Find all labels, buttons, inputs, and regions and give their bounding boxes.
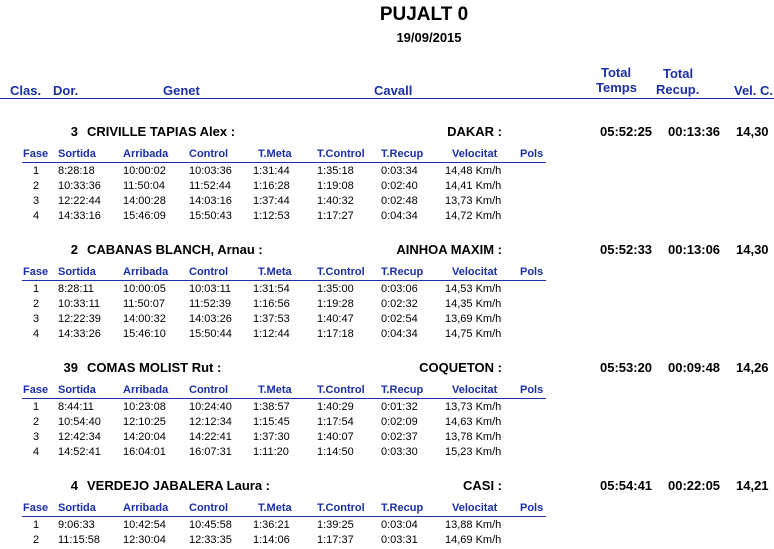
phase-cell: 0:02:40 xyxy=(381,180,418,192)
dorsal-number: 39 xyxy=(63,360,78,375)
phase-cell: 1:19:28 xyxy=(317,298,354,310)
phase-cell: 1:17:54 xyxy=(317,416,354,428)
subheader-control: Control xyxy=(189,502,229,514)
subheader-control: Control xyxy=(189,148,229,160)
phase-cell: 0:03:34 xyxy=(381,165,418,177)
col-total-temps-1: Total xyxy=(601,65,632,80)
phase-cell: 13,73 Km/h xyxy=(445,195,502,207)
phase-cell: 14:52:41 xyxy=(58,446,101,458)
phase-cell: 14,48 Km/h xyxy=(445,165,502,177)
phase-cell: 16:04:01 xyxy=(123,446,166,458)
phase-cell: 11:50:04 xyxy=(123,180,166,192)
phase-cell: 1:11:20 xyxy=(253,446,289,458)
subheader-fase: Fase xyxy=(23,384,49,396)
phase-number: 2 xyxy=(33,180,40,192)
col-vel: Vel. C. xyxy=(734,83,774,98)
phase-cell: 10:00:05 xyxy=(123,283,166,295)
subheader-t-meta: T.Meta xyxy=(258,502,292,514)
phase-cell: 12:22:39 xyxy=(58,313,101,325)
phase-cell: 1:12:44 xyxy=(253,328,290,340)
phase-number: 1 xyxy=(33,165,40,177)
phase-cell: 1:40:07 xyxy=(317,431,354,443)
col-dor: Dor. xyxy=(53,83,79,98)
phase-cell: 1:39:25 xyxy=(317,519,354,531)
phase-cell: 0:03:31 xyxy=(381,534,418,546)
col-total-recup-2: Recup. xyxy=(656,82,700,97)
subheader-t-control: T.Control xyxy=(317,502,365,514)
subheader-control: Control xyxy=(189,266,229,278)
subheader-divider xyxy=(22,162,546,163)
total-recup: 00:13:06 xyxy=(668,242,721,257)
average-speed: 14,30 xyxy=(736,124,769,139)
phase-cell: 14:03:16 xyxy=(189,195,232,207)
phase-cell: 14,75 Km/h xyxy=(445,328,502,340)
total-time: 05:52:33 xyxy=(600,242,653,257)
phase-cell: 10:24:40 xyxy=(189,401,232,413)
average-speed: 14,26 xyxy=(736,360,769,375)
phase-cell: 14:33:16 xyxy=(58,210,101,222)
phase-cell: 1:17:18 xyxy=(317,328,354,340)
phase-cell: 14,41 Km/h xyxy=(445,180,502,192)
report-title: PUJALT 0 xyxy=(379,4,469,25)
phase-cell: 15:46:10 xyxy=(123,328,166,340)
phase-cell: 1:37:53 xyxy=(253,313,290,325)
rider-name: COMAS MOLIST Rut : xyxy=(87,360,222,375)
phase-cell: 0:02:32 xyxy=(381,298,418,310)
rider-name: VERDEJO JABALERA Laura : xyxy=(87,478,270,493)
phase-cell: 14:00:32 xyxy=(123,313,166,325)
phase-cell: 11:52:44 xyxy=(189,180,232,192)
subheader-divider xyxy=(22,398,546,399)
horse-name: COQUETON : xyxy=(419,360,502,375)
phase-cell: 10:03:11 xyxy=(189,283,232,295)
phase-cell: 12:22:44 xyxy=(58,195,101,207)
subheader-arribada: Arribada xyxy=(123,266,169,278)
subheader-arribada: Arribada xyxy=(123,502,169,514)
phase-cell: 15,23 Km/h xyxy=(445,446,502,458)
phase-cell: 1:16:28 xyxy=(253,180,290,192)
subheader-pols: Pols xyxy=(520,502,544,514)
phase-cell: 0:04:34 xyxy=(381,210,418,222)
col-cavall: Cavall xyxy=(374,83,413,98)
subheader-divider xyxy=(22,516,546,517)
phase-number: 4 xyxy=(33,210,40,222)
total-time: 05:52:25 xyxy=(600,124,653,139)
phase-cell: 10:23:08 xyxy=(123,401,166,413)
subheader-velocitat: Velocitat xyxy=(452,266,498,278)
average-speed: 14,30 xyxy=(736,242,769,257)
phase-cell: 10:54:40 xyxy=(58,416,101,428)
phase-cell: 1:16:56 xyxy=(253,298,290,310)
subheader-sortida: Sortida xyxy=(58,384,96,396)
dorsal-number: 4 xyxy=(70,478,78,493)
phase-cell: 14,63 Km/h xyxy=(445,416,502,428)
phase-cell: 1:19:08 xyxy=(317,180,354,192)
subheader-velocitat: Velocitat xyxy=(452,384,498,396)
col-total-recup-1: Total xyxy=(663,66,694,81)
phase-cell: 1:40:47 xyxy=(317,313,354,325)
col-clas: Clas. xyxy=(10,83,42,98)
phase-number: 3 xyxy=(33,431,40,443)
subheader-t-recup: T.Recup xyxy=(381,502,424,514)
subheader-sortida: Sortida xyxy=(58,502,96,514)
phase-cell: 1:17:27 xyxy=(317,210,354,222)
phase-cell: 10:33:36 xyxy=(58,180,101,192)
phase-cell: 1:14:50 xyxy=(317,446,354,458)
phase-cell: 1:40:29 xyxy=(317,401,354,413)
phase-cell: 16:07:31 xyxy=(189,446,232,458)
phase-cell: 1:31:44 xyxy=(253,165,290,177)
phase-number: 3 xyxy=(33,195,40,207)
subheader-velocitat: Velocitat xyxy=(452,148,498,160)
subheader-t-recup: T.Recup xyxy=(381,148,424,160)
phase-number: 1 xyxy=(33,519,40,531)
phase-cell: 12:42:34 xyxy=(58,431,101,443)
phase-cell: 13,88 Km/h xyxy=(445,519,502,531)
phase-number: 4 xyxy=(33,328,40,340)
phase-number: 1 xyxy=(33,401,40,413)
subheader-divider xyxy=(22,280,546,281)
subheader-t-meta: T.Meta xyxy=(258,148,292,160)
phase-cell: 1:35:18 xyxy=(317,165,354,177)
phase-cell: 10:45:58 xyxy=(189,519,232,531)
subheader-sortida: Sortida xyxy=(58,266,96,278)
phase-cell: 13,69 Km/h xyxy=(445,313,502,325)
total-recup: 00:13:36 xyxy=(668,124,721,139)
phase-cell: 0:03:04 xyxy=(381,519,418,531)
phase-cell: 14:00:28 xyxy=(123,195,166,207)
phase-cell: 1:40:32 xyxy=(317,195,354,207)
phase-cell: 0:02:48 xyxy=(381,195,418,207)
subheader-t-meta: T.Meta xyxy=(258,384,292,396)
subheader-t-recup: T.Recup xyxy=(381,384,424,396)
subheader-pols: Pols xyxy=(520,266,544,278)
phase-cell: 14:03:26 xyxy=(189,313,232,325)
phase-cell: 10:03:36 xyxy=(189,165,232,177)
phase-cell: 15:50:44 xyxy=(189,328,232,340)
subheader-t-control: T.Control xyxy=(317,148,365,160)
total-recup: 00:22:05 xyxy=(668,478,721,493)
phase-cell: 11:52:39 xyxy=(189,298,232,310)
subheader-pols: Pols xyxy=(520,148,544,160)
phase-cell: 1:36:21 xyxy=(253,519,290,531)
phase-cell: 11:15:58 xyxy=(58,534,101,546)
phase-cell: 10:33:11 xyxy=(58,298,101,310)
subheader-t-meta: T.Meta xyxy=(258,266,292,278)
subheader-t-recup: T.Recup xyxy=(381,266,424,278)
horse-name: AINHOA MAXIM : xyxy=(396,242,502,257)
horse-name: DAKAR : xyxy=(447,124,502,139)
phase-number: 1 xyxy=(33,283,40,295)
phase-cell: 0:04:34 xyxy=(381,328,418,340)
phase-cell: 0:03:30 xyxy=(381,446,418,458)
phase-cell: 14:33:26 xyxy=(58,328,101,340)
phase-cell: 1:15:45 xyxy=(253,416,290,428)
average-speed: 14,21 xyxy=(736,478,769,493)
phase-cell: 13,73 Km/h xyxy=(445,401,502,413)
phase-cell: 9:06:33 xyxy=(58,519,95,531)
phase-cell: 1:35:00 xyxy=(317,283,354,295)
dorsal-number: 2 xyxy=(70,242,78,257)
phase-cell: 12:33:35 xyxy=(189,534,232,546)
phase-cell: 14,72 Km/h xyxy=(445,210,502,222)
phase-cell: 12:12:34 xyxy=(189,416,232,428)
phase-cell: 14,53 Km/h xyxy=(445,283,502,295)
phase-number: 4 xyxy=(33,446,40,458)
subheader-control: Control xyxy=(189,384,229,396)
col-genet: Genet xyxy=(163,83,200,98)
subheader-fase: Fase xyxy=(23,266,49,278)
dorsal-number: 3 xyxy=(70,124,78,139)
subheader-arribada: Arribada xyxy=(123,148,169,160)
subheader-velocitat: Velocitat xyxy=(452,502,498,514)
subheader-t-control: T.Control xyxy=(317,384,365,396)
phase-cell: 15:50:43 xyxy=(189,210,232,222)
phase-cell: 12:30:04 xyxy=(123,534,166,546)
phase-cell: 0:02:54 xyxy=(381,313,418,325)
phase-cell: 0:02:37 xyxy=(381,431,418,443)
header-divider xyxy=(0,98,774,99)
phase-cell: 0:03:06 xyxy=(381,283,418,295)
subheader-fase: Fase xyxy=(23,148,49,160)
rider-name: CRIVILLE TAPIAS Alex : xyxy=(87,124,236,139)
phase-cell: 8:28:18 xyxy=(58,165,95,177)
phase-cell: 1:37:44 xyxy=(253,195,290,207)
total-time: 05:54:41 xyxy=(600,478,653,493)
phase-cell: 15:46:09 xyxy=(123,210,166,222)
phase-cell: 1:14:06 xyxy=(253,534,290,546)
phase-number: 2 xyxy=(33,534,40,546)
phase-cell: 8:44:11 xyxy=(58,401,94,413)
subheader-pols: Pols xyxy=(520,384,544,396)
phase-cell: 10:42:54 xyxy=(123,519,166,531)
total-time: 05:53:20 xyxy=(600,360,653,375)
phase-cell: 1:37:30 xyxy=(253,431,290,443)
phase-cell: 10:00:02 xyxy=(123,165,166,177)
phase-cell: 14:22:41 xyxy=(189,431,232,443)
phase-cell: 8:28:11 xyxy=(58,283,94,295)
phase-cell: 11:50:07 xyxy=(123,298,166,310)
phase-cell: 1:31:54 xyxy=(253,283,290,295)
subheader-arribada: Arribada xyxy=(123,384,169,396)
subheader-sortida: Sortida xyxy=(58,148,96,160)
subheader-fase: Fase xyxy=(23,502,49,514)
total-recup: 00:09:48 xyxy=(668,360,721,375)
phase-cell: 14,69 Km/h xyxy=(445,534,502,546)
phase-number: 2 xyxy=(33,416,40,428)
phase-number: 2 xyxy=(33,298,40,310)
report-date: 19/09/2015 xyxy=(396,30,462,45)
phase-cell: 1:17:37 xyxy=(317,534,354,546)
phase-cell: 14,35 Km/h xyxy=(445,298,502,310)
phase-cell: 1:12:53 xyxy=(253,210,290,222)
phase-cell: 13,78 Km/h xyxy=(445,431,502,443)
subheader-t-control: T.Control xyxy=(317,266,365,278)
phase-number: 3 xyxy=(33,313,40,325)
horse-name: CASI : xyxy=(463,478,502,493)
phase-cell: 0:02:09 xyxy=(381,416,418,428)
phase-cell: 0:01:32 xyxy=(381,401,418,413)
phase-cell: 1:38:57 xyxy=(253,401,290,413)
phase-cell: 14:20:04 xyxy=(123,431,166,443)
rider-name: CABANAS BLANCH, Arnau : xyxy=(87,242,263,257)
col-total-temps-2: Temps xyxy=(596,80,637,95)
phase-cell: 12:10:25 xyxy=(123,416,166,428)
